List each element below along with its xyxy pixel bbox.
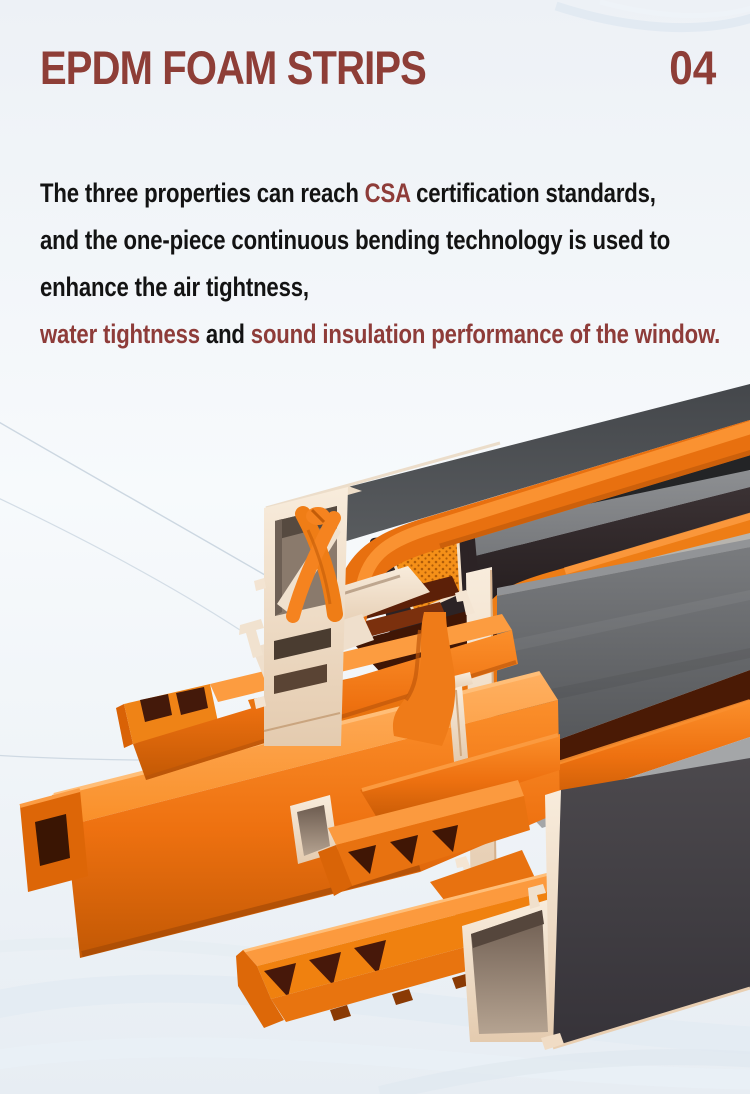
text-segment-highlight: water tightness: [40, 319, 200, 349]
text-segment: and: [199, 319, 251, 349]
text-segment: enhance the air tightness,: [40, 272, 309, 302]
text-segment: certification standards,: [410, 178, 656, 208]
text-segment: The three properties can reach: [40, 178, 365, 208]
description-line-3: [40, 264, 720, 311]
text-segment: and the one-piece continuous bending technology is used to: [40, 225, 671, 255]
page-title: EPDM FOAM STRIPS: [40, 41, 426, 94]
text-segment-highlight: CSA: [364, 178, 411, 208]
description-line-2: [40, 217, 720, 264]
description-line-1: [40, 170, 720, 217]
description-paragraph: [40, 170, 720, 358]
description-line-4: [40, 311, 720, 358]
section-number: 04: [668, 41, 716, 94]
text-segment-highlight: sound insulation performance of the window.: [250, 319, 721, 349]
